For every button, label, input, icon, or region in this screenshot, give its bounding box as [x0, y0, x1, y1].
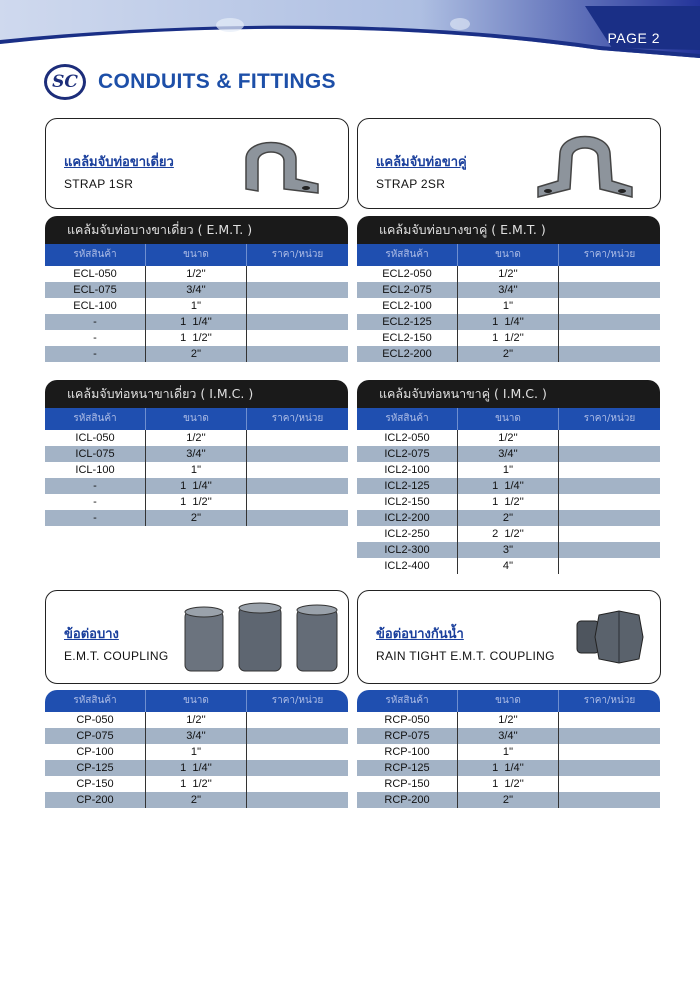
cell-size: 2'': [146, 510, 247, 526]
cell-size: 2'': [146, 346, 247, 362]
cell-price: [247, 744, 348, 760]
table-row: [45, 478, 348, 494]
cell-code: RCP-050: [357, 712, 458, 728]
table-row: [357, 510, 660, 526]
product-thai-name: แคล้มจับท่อขาเดี่ยว: [64, 155, 174, 170]
cell-size: 1/2'': [146, 266, 247, 282]
table-row: [45, 430, 348, 446]
product-thai-name: ข้อต่อบาง: [64, 627, 119, 642]
cell-size: 1'': [146, 462, 247, 478]
cell-price: [559, 266, 660, 282]
col-header-code: รหัสสินค้า: [45, 244, 146, 266]
cell-price: [559, 760, 660, 776]
cell-price: [559, 494, 660, 510]
cell-code: ICL-050: [45, 430, 146, 446]
cell-code: ICL2-150: [357, 494, 458, 510]
cell-code: -: [45, 510, 146, 526]
page-title: CONDUITS & FITTINGS: [98, 70, 336, 93]
cell-price: [559, 478, 660, 494]
cell-price: [247, 314, 348, 330]
cell-price: [247, 712, 348, 728]
cell-code: CP-050: [45, 712, 146, 728]
table-header: [357, 690, 660, 712]
table-row: [45, 760, 348, 776]
table-row: [45, 744, 348, 760]
cell-price: [247, 792, 348, 808]
cell-code: ICL2-400: [357, 558, 458, 574]
cell-price: [247, 266, 348, 282]
table-header: [45, 408, 348, 430]
cell-size: 1 1/4'': [146, 478, 247, 494]
cell-size: 2'': [458, 510, 559, 526]
rain-tight-coupling-image: [573, 607, 648, 667]
table-row: [357, 728, 660, 744]
col-header-price: ราคา/หน่วย: [271, 249, 324, 260]
cell-size: 3/4'': [458, 446, 559, 462]
col-header-size: ขนาด: [146, 408, 247, 430]
page-number: PAGE 2: [607, 30, 660, 46]
col-header-size: ขนาด: [458, 690, 559, 712]
cell-code: ECL2-200: [357, 346, 458, 362]
cell-price: [247, 728, 348, 744]
table-icl2: [357, 380, 660, 574]
table-ecl2: [357, 216, 660, 362]
table-header: [357, 408, 660, 430]
cell-size: 1/2'': [458, 430, 559, 446]
cell-code: ECL2-050: [357, 266, 458, 282]
cell-price: [247, 346, 348, 362]
table-row: [357, 792, 660, 808]
cell-size: 1/2'': [458, 712, 559, 728]
cell-size: 1'': [458, 462, 559, 478]
cell-code: RCP-100: [357, 744, 458, 760]
cell-size: 3'': [458, 542, 559, 558]
cell-price: [247, 494, 348, 510]
cell-size: 1'': [458, 744, 559, 760]
cell-code: RCP-075: [357, 728, 458, 744]
table-row: [357, 446, 660, 462]
table-row: [45, 314, 348, 330]
cell-size: 1/2'': [146, 712, 247, 728]
banner-wave-graphic: [0, 0, 700, 60]
cell-code: ECL2-075: [357, 282, 458, 298]
cell-size: 1 1/4'': [146, 760, 247, 776]
cell-size: 2 1/2'': [458, 526, 559, 542]
product-card-strap-2sr: [357, 118, 661, 209]
col-header-size: ขนาด: [146, 244, 247, 266]
table-ecl: [45, 216, 348, 362]
cell-size: 2'': [146, 792, 247, 808]
table-title: แคล้มจับท่อหนาขาคู่ ( I.M.C. ): [357, 380, 660, 408]
table-row: [357, 314, 660, 330]
cell-price: [559, 346, 660, 362]
cell-code: ICL2-100: [357, 462, 458, 478]
table-title: แคล้มจับท่อบางขาเดี่ยว ( E.M.T. ): [45, 216, 348, 244]
cell-price: [247, 430, 348, 446]
col-header-code: รหัสสินค้า: [357, 408, 458, 430]
col-header-code: รหัสสินค้า: [357, 690, 458, 712]
product-english-name: STRAP 2SR: [376, 177, 446, 191]
table-row: [45, 510, 348, 526]
cell-code: ICL-100: [45, 462, 146, 478]
table-row: [357, 744, 660, 760]
cell-size: 1 1/4'': [458, 314, 559, 330]
cell-price: [247, 462, 348, 478]
cell-code: CP-150: [45, 776, 146, 792]
sc-logo: SC: [44, 64, 86, 100]
cell-price: [559, 526, 660, 542]
table-row: [45, 266, 348, 282]
cell-price: [559, 728, 660, 744]
cell-price: [559, 776, 660, 792]
table-header: [45, 244, 348, 266]
table-header: [45, 690, 348, 712]
table-rcp: [357, 690, 660, 808]
cell-price: [247, 282, 348, 298]
cell-code: CP-100: [45, 744, 146, 760]
table-row: [45, 282, 348, 298]
cell-size: 1 1/4'': [146, 314, 247, 330]
cell-code: ICL2-200: [357, 510, 458, 526]
cell-size: 1'': [146, 744, 247, 760]
cell-code: CP-125: [45, 760, 146, 776]
cell-size: 3/4'': [458, 282, 559, 298]
table-row: [45, 330, 348, 346]
cell-size: 1 1/2'': [458, 776, 559, 792]
table-row: [357, 282, 660, 298]
col-header-size: ขนาด: [458, 408, 559, 430]
table-row: [357, 430, 660, 446]
cell-code: ECL-075: [45, 282, 146, 298]
cell-code: ICL2-075: [357, 446, 458, 462]
cell-price: [559, 446, 660, 462]
table-row: [45, 346, 348, 362]
cell-price: [559, 330, 660, 346]
table-title: แคล้มจับท่อหนาขาเดี่ยว ( I.M.C. ): [45, 380, 348, 408]
cell-size: 1 1/2'': [146, 776, 247, 792]
product-english-name: E.M.T. COUPLING: [64, 649, 169, 663]
cell-code: ICL2-300: [357, 542, 458, 558]
cell-size: 1 1/4'': [458, 478, 559, 494]
cell-code: CP-075: [45, 728, 146, 744]
cell-price: [559, 462, 660, 478]
cell-code: ICL2-125: [357, 478, 458, 494]
table-row: [45, 712, 348, 728]
cell-price: [247, 330, 348, 346]
col-header-price: ราคา/หน่วย: [583, 249, 636, 260]
cell-price: [559, 558, 660, 574]
cell-size: 1/2'': [146, 430, 247, 446]
table-row: [45, 776, 348, 792]
table-row: [357, 346, 660, 362]
product-english-name: RAIN TIGHT E.M.T. COUPLING: [376, 649, 555, 663]
cell-code: CP-200: [45, 792, 146, 808]
table-row: [357, 760, 660, 776]
cell-code: ECL-050: [45, 266, 146, 282]
cell-price: [247, 298, 348, 314]
product-thai-name: แคล้มจับท่อขาคู่: [376, 155, 467, 170]
col-header-price: ราคา/หน่วย: [271, 695, 324, 706]
cell-code: RCP-150: [357, 776, 458, 792]
cell-code: ICL2-050: [357, 430, 458, 446]
table-row: [357, 542, 660, 558]
cell-size: 3/4'': [458, 728, 559, 744]
cell-price: [559, 712, 660, 728]
cell-price: [247, 776, 348, 792]
cell-code: -: [45, 314, 146, 330]
table-row: [45, 446, 348, 462]
table-row: [357, 776, 660, 792]
table-icl: [45, 380, 348, 526]
emt-coupling-image: [181, 599, 346, 679]
table-cp: [45, 690, 348, 808]
cell-size: 1 1/4'': [458, 760, 559, 776]
table-row: [357, 462, 660, 478]
cell-size: 1'': [146, 298, 247, 314]
cell-price: [559, 510, 660, 526]
table-row: [45, 792, 348, 808]
table-row: [357, 558, 660, 574]
cell-size: 3/4'': [146, 446, 247, 462]
cell-price: [559, 314, 660, 330]
cell-size: 1 1/2'': [458, 494, 559, 510]
table-row: [45, 298, 348, 314]
cell-code: ICL-075: [45, 446, 146, 462]
cell-price: [247, 510, 348, 526]
cell-code: -: [45, 494, 146, 510]
cell-size: 3/4'': [146, 728, 247, 744]
cell-size: 4'': [458, 558, 559, 574]
cell-size: 2'': [458, 792, 559, 808]
cell-code: -: [45, 346, 146, 362]
cell-code: ECL2-125: [357, 314, 458, 330]
cell-price: [247, 760, 348, 776]
table-row: [357, 526, 660, 542]
product-thai-name: ข้อต่อบางกันน้ำ: [376, 627, 464, 642]
cell-price: [559, 542, 660, 558]
cell-price: [247, 446, 348, 462]
cell-price: [247, 478, 348, 494]
table-row: [357, 266, 660, 282]
cell-size: 1 1/2'': [146, 330, 247, 346]
col-header-code: รหัสสินค้า: [45, 690, 146, 712]
strap-1sr-image: [226, 129, 326, 199]
product-card-strap-1sr: [45, 118, 349, 209]
cell-size: 1 1/2'': [146, 494, 247, 510]
col-header-code: รหัสสินค้า: [357, 244, 458, 266]
col-header-size: ขนาด: [458, 244, 559, 266]
cell-size: 3/4'': [146, 282, 247, 298]
cell-price: [559, 298, 660, 314]
cell-size: 2'': [458, 346, 559, 362]
cell-code: RCP-200: [357, 792, 458, 808]
cell-price: [559, 744, 660, 760]
cell-code: ECL2-100: [357, 298, 458, 314]
table-header: [357, 244, 660, 266]
cell-size: 1 1/2'': [458, 330, 559, 346]
col-header-price: ราคา/หน่วย: [271, 413, 324, 424]
product-card-emt-coupling: [45, 590, 349, 684]
table-row: [357, 478, 660, 494]
cell-code: -: [45, 330, 146, 346]
cell-code: ECL2-150: [357, 330, 458, 346]
table-title: แคล้มจับท่อบางขาคู่ ( E.M.T. ): [357, 216, 660, 244]
header-banner: [0, 0, 700, 60]
product-card-rain-tight-coupling: [357, 590, 661, 684]
col-header-code: รหัสสินค้า: [45, 408, 146, 430]
table-row: [357, 494, 660, 510]
product-english-name: STRAP 1SR: [64, 177, 134, 191]
table-row: [357, 330, 660, 346]
table-row: [45, 728, 348, 744]
cell-code: ECL-100: [45, 298, 146, 314]
cell-price: [559, 430, 660, 446]
cell-size: 1/2'': [458, 266, 559, 282]
table-row: [45, 494, 348, 510]
strap-2sr-image: [528, 125, 638, 203]
cell-code: RCP-125: [357, 760, 458, 776]
col-header-price: ราคา/หน่วย: [583, 413, 636, 424]
table-row: [357, 712, 660, 728]
table-row: [357, 298, 660, 314]
cell-code: -: [45, 478, 146, 494]
cell-price: [559, 792, 660, 808]
table-row: [45, 462, 348, 478]
cell-code: ICL2-250: [357, 526, 458, 542]
cell-size: 1'': [458, 298, 559, 314]
cell-price: [559, 282, 660, 298]
col-header-size: ขนาด: [146, 690, 247, 712]
col-header-price: ราคา/หน่วย: [583, 695, 636, 706]
